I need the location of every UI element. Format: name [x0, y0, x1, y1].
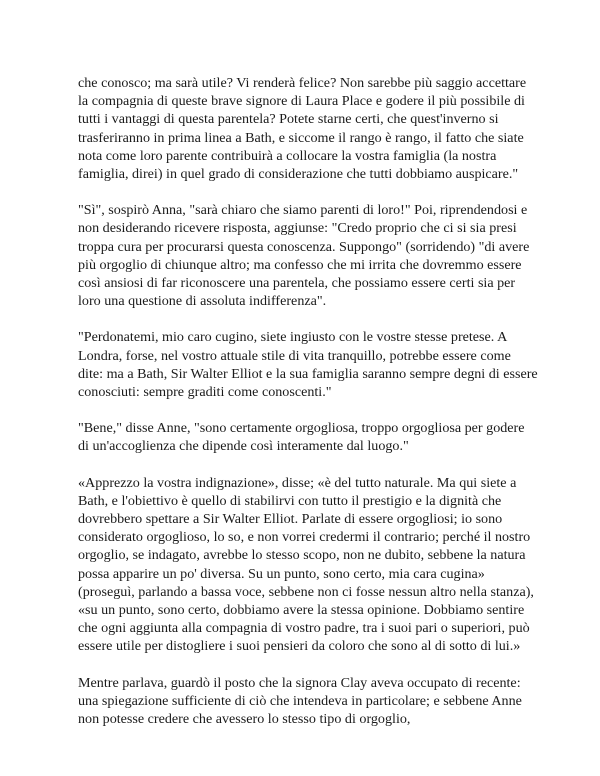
paragraph: "Perdonatemi, mio caro cugino, siete ingiusto con le vostre stesse pretese. A Londra, forse, nel vostro attuale stile di vita tranquillo, potrebbe essere come dite: ma a Bath, Sir Walter Elliot e la sua famiglia saranno sempre degni di essere conosciuti: sempre graditi come conoscenti." [78, 329, 538, 401]
document-body [78, 74, 538, 746]
paragraph: "Bene," disse Anne, "sono certamente orgogliosa, troppo orgogliosa per godere di un'accoglienza che dipende così interamente dal luogo." [78, 420, 525, 455]
paragraph: che conosco; ma sarà utile? Vi renderà felice? Non sarebbe più saggio accettare la compagnia di queste brave signore di Laura Place e godere il più possibile di tutti i vantaggi di questa parentela? Potete starne certi, che quest'inverno si trasferiranno in prima linea a Bath, e siccome il rango è rango, il fatto che siate nota come loro parente contribuirà a collocare la vostra famiglia (la nostra famiglia, direi) in quel grado di considerazione che tutti dobbiamo auspicare." [78, 75, 527, 183]
paragraph: «Apprezzo la vostra indignazione», disse; «è del tutto naturale. Ma qui siete a Bath, e l'obiettivo è quello di stabilirvi con tutto il prestigio e la dignità che dovrebbero spettare a Sir Walter Elliot. Parlate di essere orgogliosi; io sono considerato orgoglioso, lo so, e non vorrei credermi il contrario; perché il nostro orgoglio, se indagato, avrebbe lo stesso scopo, non ne dubito, sebbene la natura possa apparire un po' diversa. Su un punto, sono certo, mia cara cugina» (proseguì, parlando a bassa voce, sebbene non ci fosse nessun altro nella stanza), «su un punto, sono certo, dobbiamo avere la stessa opinione. Dobbiamo sentire che ogni aggiunta alla compagnia di vostro padre, tra i suoi pari o superiori, può essere utile per distogliere i suoi pensieri da coloro che sono al di sotto di lui.» [78, 474, 534, 655]
paragraph: Mentre parlava, guardò il posto che la signora Clay aveva occupato di recente: una spiegazione sufficiente di ciò che intendeva in particolare; e sebbene Anne non potesse credere che avessero lo stesso tipo di orgoglio, [78, 674, 522, 728]
paragraph: "Sì", sospirò Anna, "sarà chiaro che siamo parenti di loro!" Poi, riprendendosi e non desiderando ricevere risposta, aggiunse: "Credo proprio che ci si sia presi troppa cura per procurarsi questa conoscenza. Suppongo" (sorridendo) "di avere più orgoglio di chiunque altro; ma confesso che mi irrita che dovremmo essere così ansiosi di far riconoscere una parentela, che possiamo essere certi sia per loro una questione di assoluta indifferenza". [78, 202, 530, 310]
